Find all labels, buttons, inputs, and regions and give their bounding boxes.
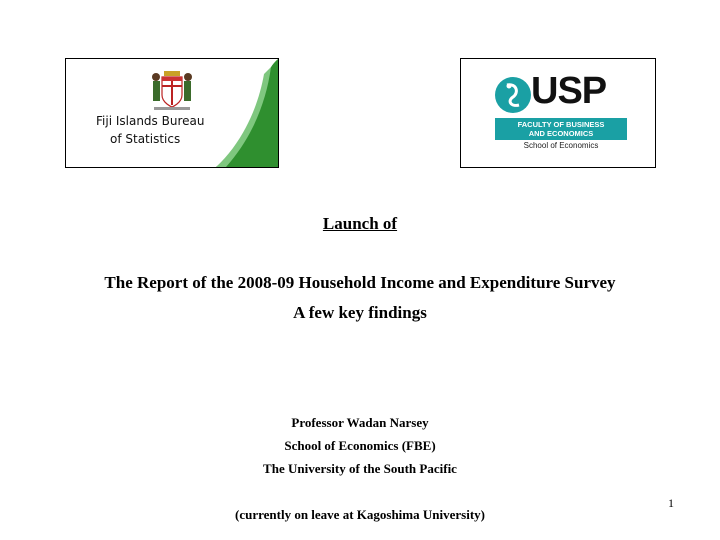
leave-note: (currently on leave at Kagoshima University) xyxy=(235,507,485,522)
page-number: 1 xyxy=(668,496,674,510)
author-university: The University of the South Pacific xyxy=(263,461,457,476)
usp-faculty-band xyxy=(495,118,627,140)
author-name: Professor Wadan Narsey xyxy=(291,415,429,430)
usp-band-line1: FACULTY OF BUSINESS xyxy=(517,120,605,129)
usp-wordmark: USP xyxy=(531,70,607,112)
launch-heading: Launch of xyxy=(322,214,398,233)
usp-faculty-logo xyxy=(460,58,656,168)
fiji-logo-line2: of Statistics xyxy=(110,132,181,146)
author-school: School of Economics (FBE) xyxy=(284,438,436,453)
fiji-logo-line1: Fiji Islands Bureau xyxy=(96,114,205,128)
usp-school-label: School of Economics xyxy=(523,141,599,150)
usp-band-line2: AND ECONOMICS xyxy=(528,129,594,138)
report-title: The Report of the 2008-09 Household Income and Expenditure Survey xyxy=(104,273,616,292)
report-subtitle: A few key findings xyxy=(293,303,427,322)
fiji-bureau-logo xyxy=(65,58,279,168)
